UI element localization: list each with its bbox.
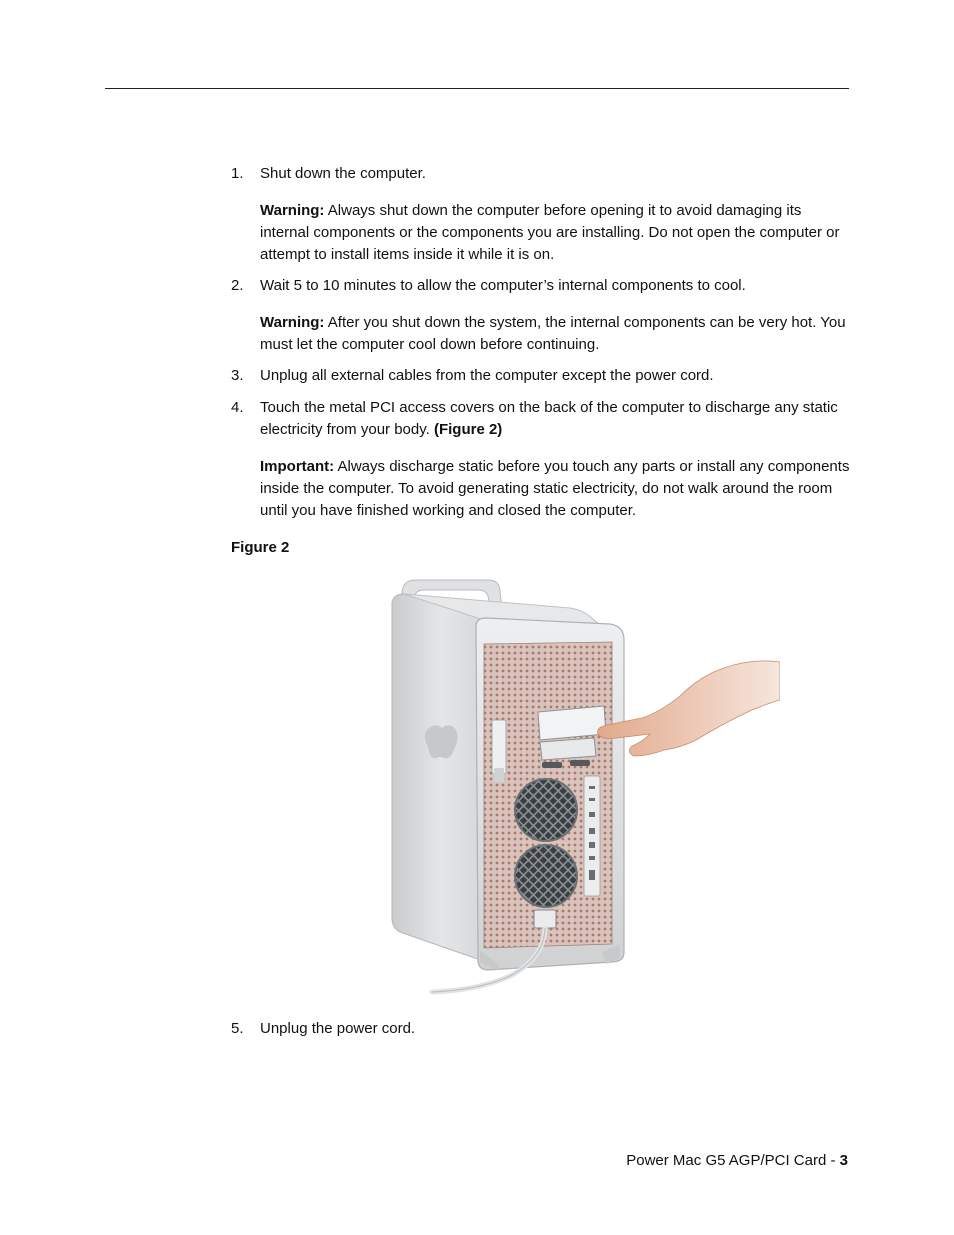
step-number: 5. [231,1020,244,1037]
step-text: Wait 5 to 10 minutes to allow the computer’s internal components to cool. [260,277,746,294]
step-text: Shut down the computer. [260,165,426,182]
port-column [492,720,506,774]
note-label: Important: [260,458,335,475]
step-number: 3. [231,367,244,384]
figure-reference: (Figure 2) [433,421,503,438]
pci-access-cover [538,706,606,740]
pci-access-cover [540,738,596,760]
note-text: Always shut down the computer before opening it to avoid damaging its internal components or the components you are installing. Do not open the computer or attempt to install items inside it while it is on. [260,202,840,263]
note-text: After you shut down the system, the internal components can be very hot. You must let the computer cool down before continuing. [260,314,846,353]
figure-image [380,572,780,997]
video-port [542,762,562,768]
warning-note-2 [260,312,852,356]
hand-pointing-icon [598,661,780,756]
important-note [260,456,852,522]
page-number: 3 [839,1152,848,1169]
footer-title: Power Mac G5 AGP/PCI Card - [626,1152,840,1169]
fan-grille-upper [515,779,577,841]
fan-grille-lower [515,845,577,907]
note-label: Warning: [260,314,325,331]
step-text: Touch the metal PCI access covers on the back of the computer to discharge any static electricity from your body. [260,399,838,438]
step-text: Unplug all external cables from the computer except the power cord. [260,367,714,384]
note-text: Always discharge static before you touch any parts or install any components inside the computer. To avoid generating static electricity, do not walk around the room until you have finished working and closed the computer. [260,458,850,519]
step-text: Unplug the power cord. [260,1020,416,1037]
video-port [570,760,590,766]
security-slot [494,768,504,782]
step-text-container [260,397,850,441]
warning-note-1 [260,200,852,266]
step-number: 1. [231,165,244,182]
power-socket [534,910,556,928]
step-number: 2. [231,277,244,294]
header-rule [105,88,849,89]
page-footer [626,1150,848,1172]
note-label: Warning: [260,202,325,219]
step-number: 4. [231,399,244,416]
figure-label: Figure 2 [231,539,290,556]
